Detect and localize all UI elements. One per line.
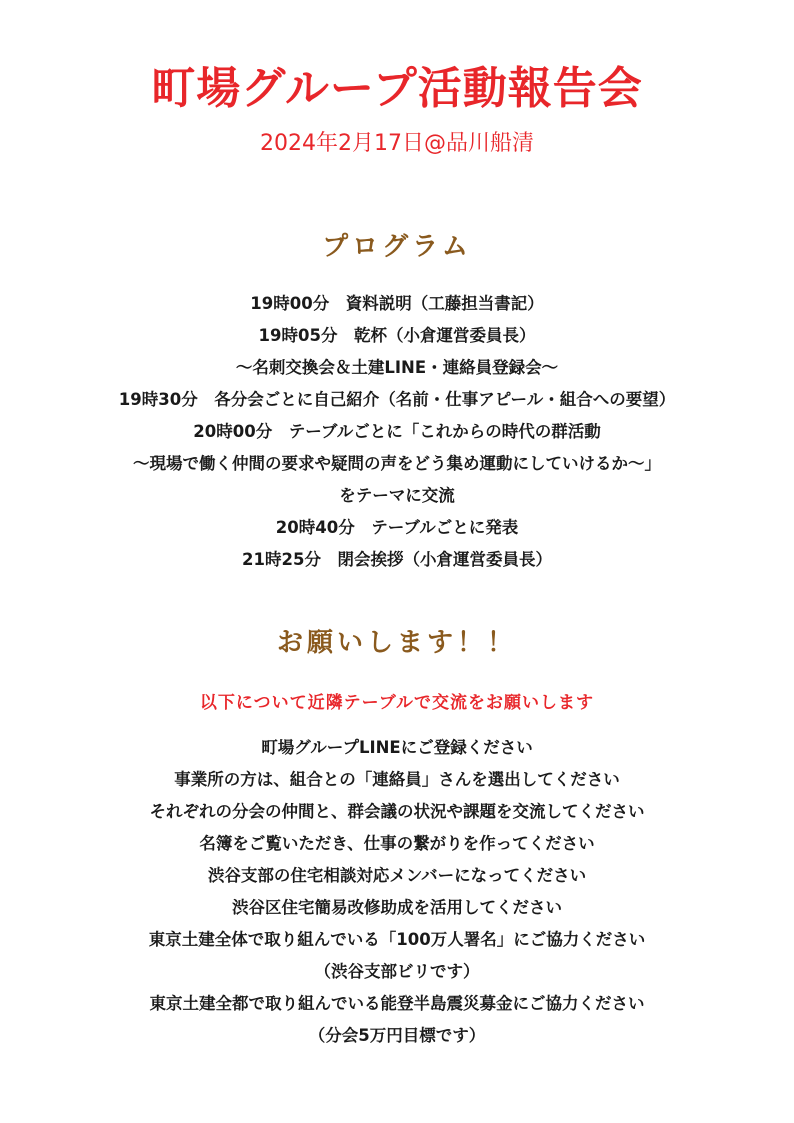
request-line: 東京土建全体で取り組んでいる「100万人署名」にご協力ください: [148, 930, 646, 949]
request-line: 町場グループLINEにご登録ください: [261, 738, 533, 757]
request-line: 名簿をご覧いただき、仕事の繋がりを作ってください: [199, 834, 595, 853]
program-list: [0, 288, 794, 576]
program-line: 20時40分 テーブルごとに発表: [275, 518, 519, 537]
request-line: 事業所の方は、組合との「連絡員」さんを選出してください: [174, 770, 620, 789]
request-line: （分会5万円目標です）: [308, 1026, 486, 1045]
requests-list: [0, 732, 794, 1052]
program-heading: プログラム: [322, 232, 472, 262]
page-title: 町場グループ活動報告会: [151, 63, 643, 114]
requests-heading: お願いします！！: [276, 628, 517, 658]
request-line: それぞれの分会の仲間と、群会議の状況や課題を交流してください: [149, 802, 645, 821]
program-line: 19時30分 各分会ごとに自己紹介（名前・仕事アピール・組合への要望）: [118, 390, 676, 409]
program-line: 20時00分 テーブルごとに「これからの時代の群活動: [193, 422, 601, 441]
program-line: 21時25分 閉会挨拶（小倉運営委員長）: [242, 550, 552, 569]
request-line: 渋谷区住宅簡易改修助成を活用してください: [232, 898, 562, 917]
program-line: 19時00分 資料説明（工藤担当書記）: [250, 294, 544, 313]
request-line: （渋谷支部ビリです）: [314, 962, 480, 981]
program-line: をテーマに交流: [339, 486, 455, 505]
program-line: ～名刺交換会＆土建LINE・連絡員登録会～: [235, 358, 559, 377]
requests-note: 以下について近隣テーブルで交流をお願いします: [199, 693, 595, 713]
event-date-venue: 2024年2月17日@品川船清: [260, 131, 534, 156]
request-line: 東京土建全都で取り組んでいる能登半島震災募金にご協力ください: [149, 994, 645, 1013]
program-line: 19時05分 乾杯（小倉運営委員長）: [258, 326, 536, 345]
request-line: 渋谷支部の住宅相談対応メンバーになってください: [207, 866, 587, 885]
program-line: ～現場で働く仲間の要求や疑問の声をどう集め運動にしていけるか～」: [133, 454, 661, 473]
